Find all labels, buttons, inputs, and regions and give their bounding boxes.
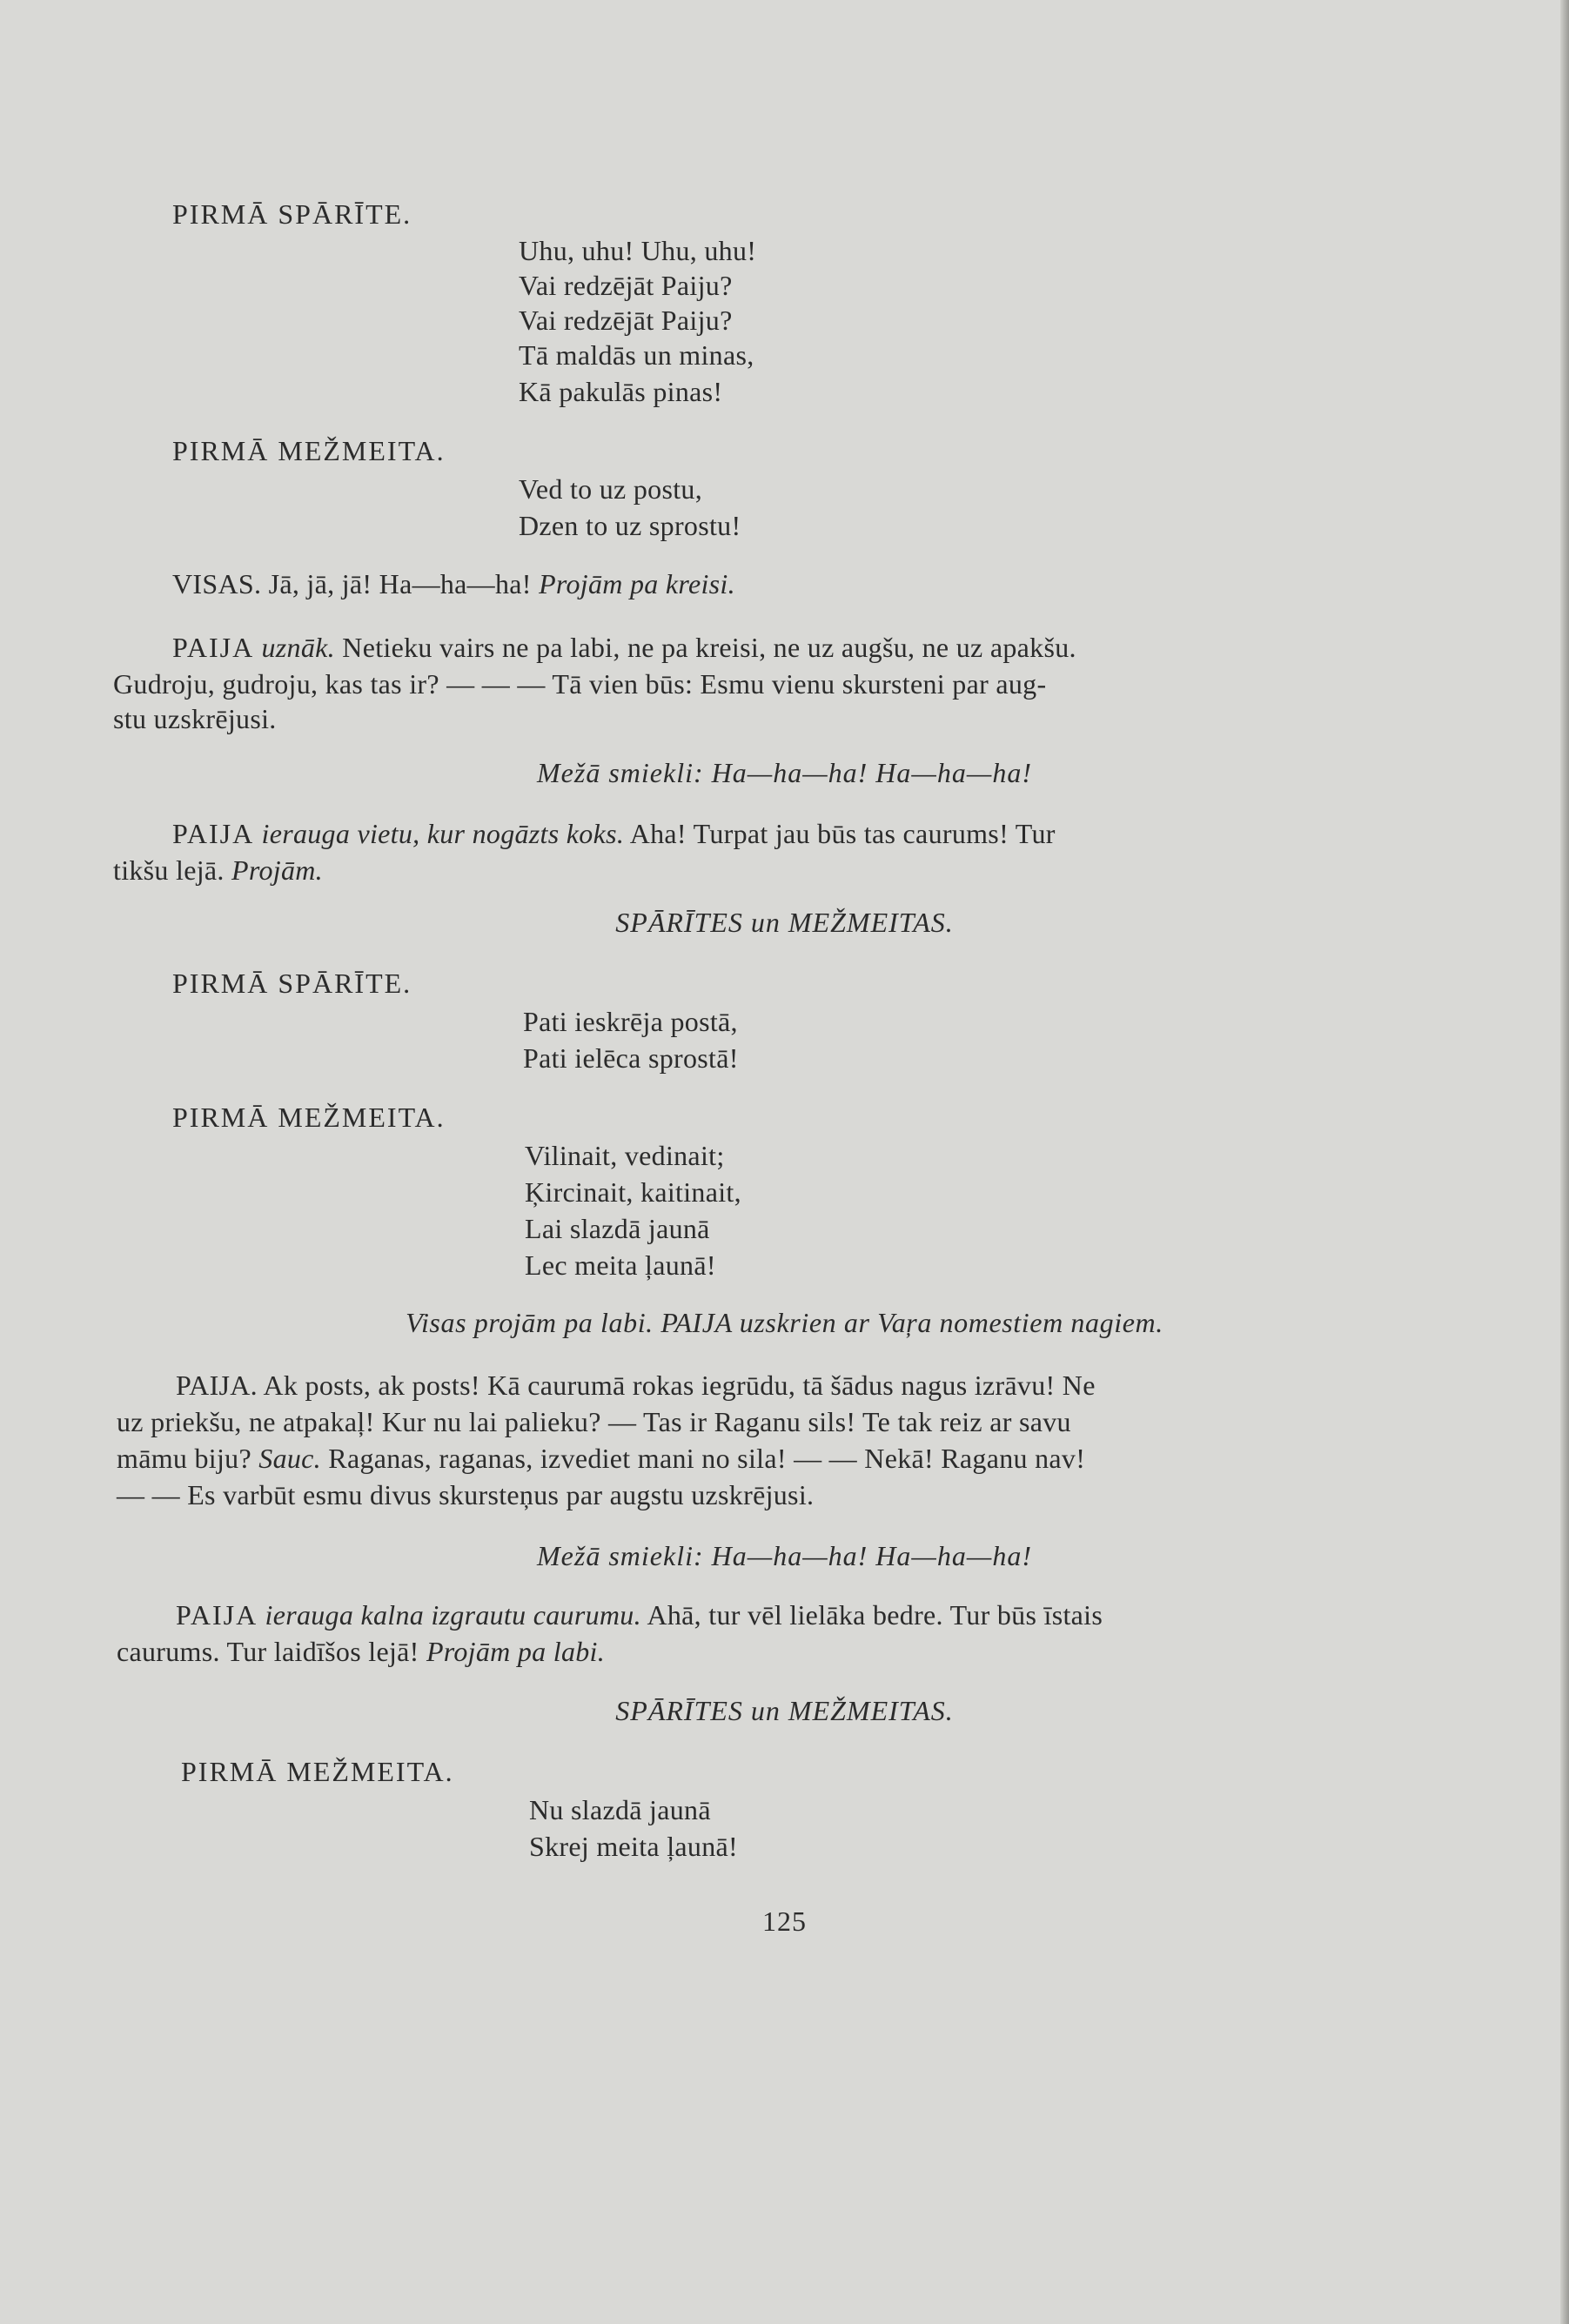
dialogue-text: Netieku vairs ne pa labi, ne pa kreisi, ne uz augšu, ne uz apakšu. — [342, 632, 1076, 663]
speaker-label: PAIJA — [172, 632, 255, 663]
verse-line: Pati ielēca sprostā! — [523, 1042, 739, 1074]
verse-line: Lec meita ļaunā! — [525, 1249, 716, 1281]
page-edge — [1560, 0, 1569, 2324]
speaker-label: PIRMĀ MEŽMEITA. — [172, 1102, 446, 1133]
dialogue-line — [176, 1597, 1103, 1632]
page-number: 125 — [762, 1905, 807, 1937]
speaker-label: PIRMĀ MEŽMEITA. — [181, 1756, 454, 1787]
verse-line: Vilinait, vedinait; — [525, 1140, 725, 1171]
stage-direction: Sauc. — [258, 1443, 321, 1474]
stage-direction-laughter: Mežā smiekli: Ha—ha—ha! Ha—ha—ha! — [537, 1540, 1032, 1571]
stage-direction: ierauga vietu, kur nogāzts koks. — [261, 818, 625, 849]
verse-line: Dzen to uz sprostu! — [519, 510, 741, 541]
speaker-label: PAIJA — [176, 1599, 258, 1631]
dialogue-text: Ahā, tur vēl lielāka bedre. Tur būs īstais — [647, 1599, 1103, 1631]
stage-direction-laughter: Mežā smiekli: Ha—ha—ha! Ha—ha—ha! — [537, 757, 1032, 788]
verse-line: Skrej meita ļaunā! — [529, 1831, 738, 1862]
dialogue-line: — — Es varbūt esmu divus skursteņus par augstu uzskrējusi. — [117, 1479, 815, 1510]
verse-line: Tā maldās un minas, — [519, 339, 754, 371]
dialogue-text: caurums. Tur laidīšos lejā! — [117, 1636, 419, 1667]
dialogue-line — [172, 630, 1076, 665]
speaker-label: PAIJA — [172, 818, 255, 849]
dialogue-line: PAIJA. Ak posts, ak posts! Kā caurumā rokas iegrūdu, tā šādus nagus izrāvu! Ne — [176, 1370, 1096, 1401]
speaker-label: PIRMĀ MEŽMEITA. — [172, 435, 446, 466]
dialogue-text: Raganas, raganas, izvediet mani no sila! — — Nekā! Raganu nav! — [328, 1443, 1086, 1474]
verse-line: Pati ieskrēja postā, — [523, 1006, 738, 1037]
stage-direction: Projām. — [231, 854, 323, 886]
stage-direction: Visas projām pa labi. PAIJA uzskrien ar Vaŗa nomestiem nagiem. — [406, 1307, 1163, 1338]
verse-line: Ķircinait, kaitinait, — [525, 1176, 741, 1208]
dialogue-text: tikšu lejā. — [113, 854, 225, 886]
dialogue-line — [172, 816, 1056, 851]
verse-line: Nu slazdā jaunā — [529, 1794, 711, 1825]
verse-line: Ved to uz postu, — [519, 473, 703, 505]
verse-line: Uhu, uhu! Uhu, uhu! — [519, 235, 757, 266]
stage-direction: ierauga kalna izgrautu caurumu. — [265, 1599, 641, 1631]
verse-line: Vai redzējāt Paiju? — [519, 305, 733, 336]
dialogue-line — [172, 566, 735, 601]
verse-line: Kā pakulās pinas! — [519, 376, 723, 407]
dialogue-text: māmu biju? — [117, 1443, 251, 1474]
dialogue-line: uz priekšu, ne atpakaļ! Kur nu lai palieku? — Tas ir Raganu sils! Te tak reiz ar savu — [117, 1406, 1071, 1437]
dialogue-line: stu uzskrējusi. — [113, 703, 277, 734]
verse-line: Lai slazdā jaunā — [525, 1213, 710, 1244]
stage-direction: uznāk. — [261, 632, 335, 663]
speaker-label: PIRMĀ SPĀRĪTE. — [172, 968, 412, 999]
speaker-label: PIRMĀ SPĀRĪTE. — [172, 198, 412, 230]
dialogue-text: Aha! Turpat jau būs tas caurums! Tur — [629, 818, 1056, 849]
scene-heading: SPĀRĪTES un MEŽMEITAS. — [615, 1695, 954, 1726]
dialogue-line — [117, 1634, 605, 1669]
verse-line: Vai redzējāt Paiju? — [519, 270, 733, 301]
dialogue-text: VISAS. Jā, jā, jā! Ha—ha—ha! — [172, 568, 532, 599]
dialogue-line — [117, 1441, 1085, 1476]
dialogue-line: Gudroju, gudroju, kas tas ir? — — — Tā vien būs: Esmu vienu skursteni par aug- — [113, 668, 1047, 700]
stage-direction: Projām pa kreisi. — [539, 568, 735, 599]
scene-heading: SPĀRĪTES un MEŽMEITAS. — [615, 907, 954, 938]
dialogue-line — [113, 853, 323, 887]
stage-direction: Projām pa labi. — [426, 1636, 606, 1667]
